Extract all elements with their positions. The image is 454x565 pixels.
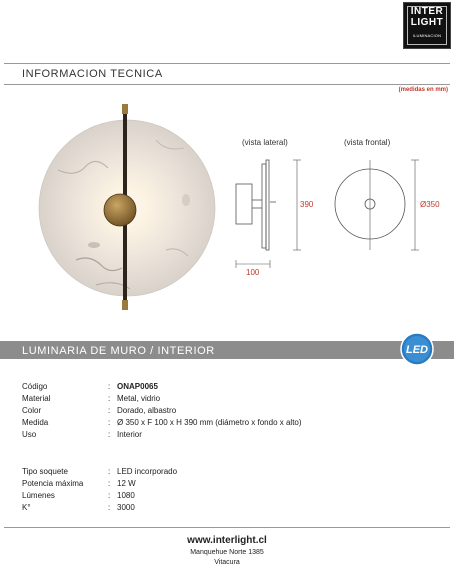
footer-address: Manquehue Norte 1385 bbox=[190, 549, 264, 556]
spec-value: ONAP0065 bbox=[117, 382, 158, 391]
spec-row bbox=[22, 503, 442, 515]
product-title: LUMINARIA DE MURO / INTERIOR bbox=[22, 345, 215, 357]
spec-label: Medida bbox=[22, 418, 49, 427]
technical-diagrams bbox=[226, 134, 448, 280]
spec-row bbox=[22, 430, 442, 442]
spec-row bbox=[22, 467, 442, 479]
spec-separator: : bbox=[108, 382, 111, 391]
spec-separator: : bbox=[108, 491, 111, 500]
depth-dimension: 100 bbox=[246, 268, 260, 277]
spec-value: 3000 bbox=[117, 503, 135, 512]
led-badge-text: LED bbox=[406, 344, 428, 356]
spec-row bbox=[22, 406, 442, 418]
logo-line-3: ILUMINACION bbox=[412, 33, 442, 38]
spec-value: 1080 bbox=[117, 491, 135, 500]
top-divider bbox=[4, 63, 450, 64]
spec-separator: : bbox=[108, 394, 111, 403]
spec-label: Color bbox=[22, 406, 42, 415]
logo-line-2: LIGHT bbox=[410, 17, 444, 28]
interlight-logo bbox=[403, 2, 451, 49]
spec-separator: : bbox=[108, 430, 111, 439]
spec-value: Interior bbox=[117, 430, 142, 439]
spec-separator: : bbox=[108, 467, 111, 476]
spec-row bbox=[22, 491, 442, 503]
footer-city: Vitacura bbox=[214, 559, 240, 565]
spec-row bbox=[22, 394, 442, 406]
spec-label: Lúmenes bbox=[22, 491, 55, 500]
side-view-drawing bbox=[226, 154, 326, 284]
spec-value: Dorado, albastro bbox=[117, 406, 177, 415]
spec-label: Material bbox=[22, 394, 51, 403]
footer-url[interactable]: www.interlight.cl bbox=[187, 535, 267, 546]
spec-separator: : bbox=[108, 503, 111, 512]
section-title: INFORMACION TECNICA bbox=[22, 68, 163, 80]
logo-line-1: INTER bbox=[410, 6, 444, 17]
height-dimension: 390 bbox=[300, 200, 314, 209]
product-photo bbox=[36, 100, 218, 314]
front-view-label: (vista frontal) bbox=[344, 138, 391, 147]
brass-hub bbox=[104, 194, 136, 226]
spec-value: Ø 350 x F 100 x H 390 mm (diámetro x fondo x alto) bbox=[117, 418, 302, 427]
spec-separator: : bbox=[108, 479, 111, 488]
spec-label: Código bbox=[22, 382, 48, 391]
led-badge-icon bbox=[400, 332, 434, 366]
spec-row bbox=[22, 418, 442, 430]
measure-note: (medidas en mm) bbox=[398, 87, 448, 93]
spec-row bbox=[22, 382, 442, 394]
front-view-drawing bbox=[330, 154, 440, 264]
spec-row bbox=[22, 479, 442, 491]
spec-label: Uso bbox=[22, 430, 37, 439]
spec-value: 12 W bbox=[117, 479, 136, 488]
spec-separator: : bbox=[108, 418, 111, 427]
title-divider bbox=[4, 84, 450, 85]
spec-label: Potencia máxima bbox=[22, 479, 84, 488]
diameter-dimension: Ø350 bbox=[420, 200, 440, 209]
spec-label: Tipo soquete bbox=[22, 467, 68, 476]
side-view-label: (vista lateral) bbox=[242, 138, 288, 147]
spec-separator: : bbox=[108, 406, 111, 415]
footer-divider bbox=[4, 527, 450, 528]
spec-value: Metal, vidrio bbox=[117, 394, 161, 403]
spec-label: K° bbox=[22, 503, 31, 512]
spec-value: LED incorporado bbox=[117, 467, 178, 476]
